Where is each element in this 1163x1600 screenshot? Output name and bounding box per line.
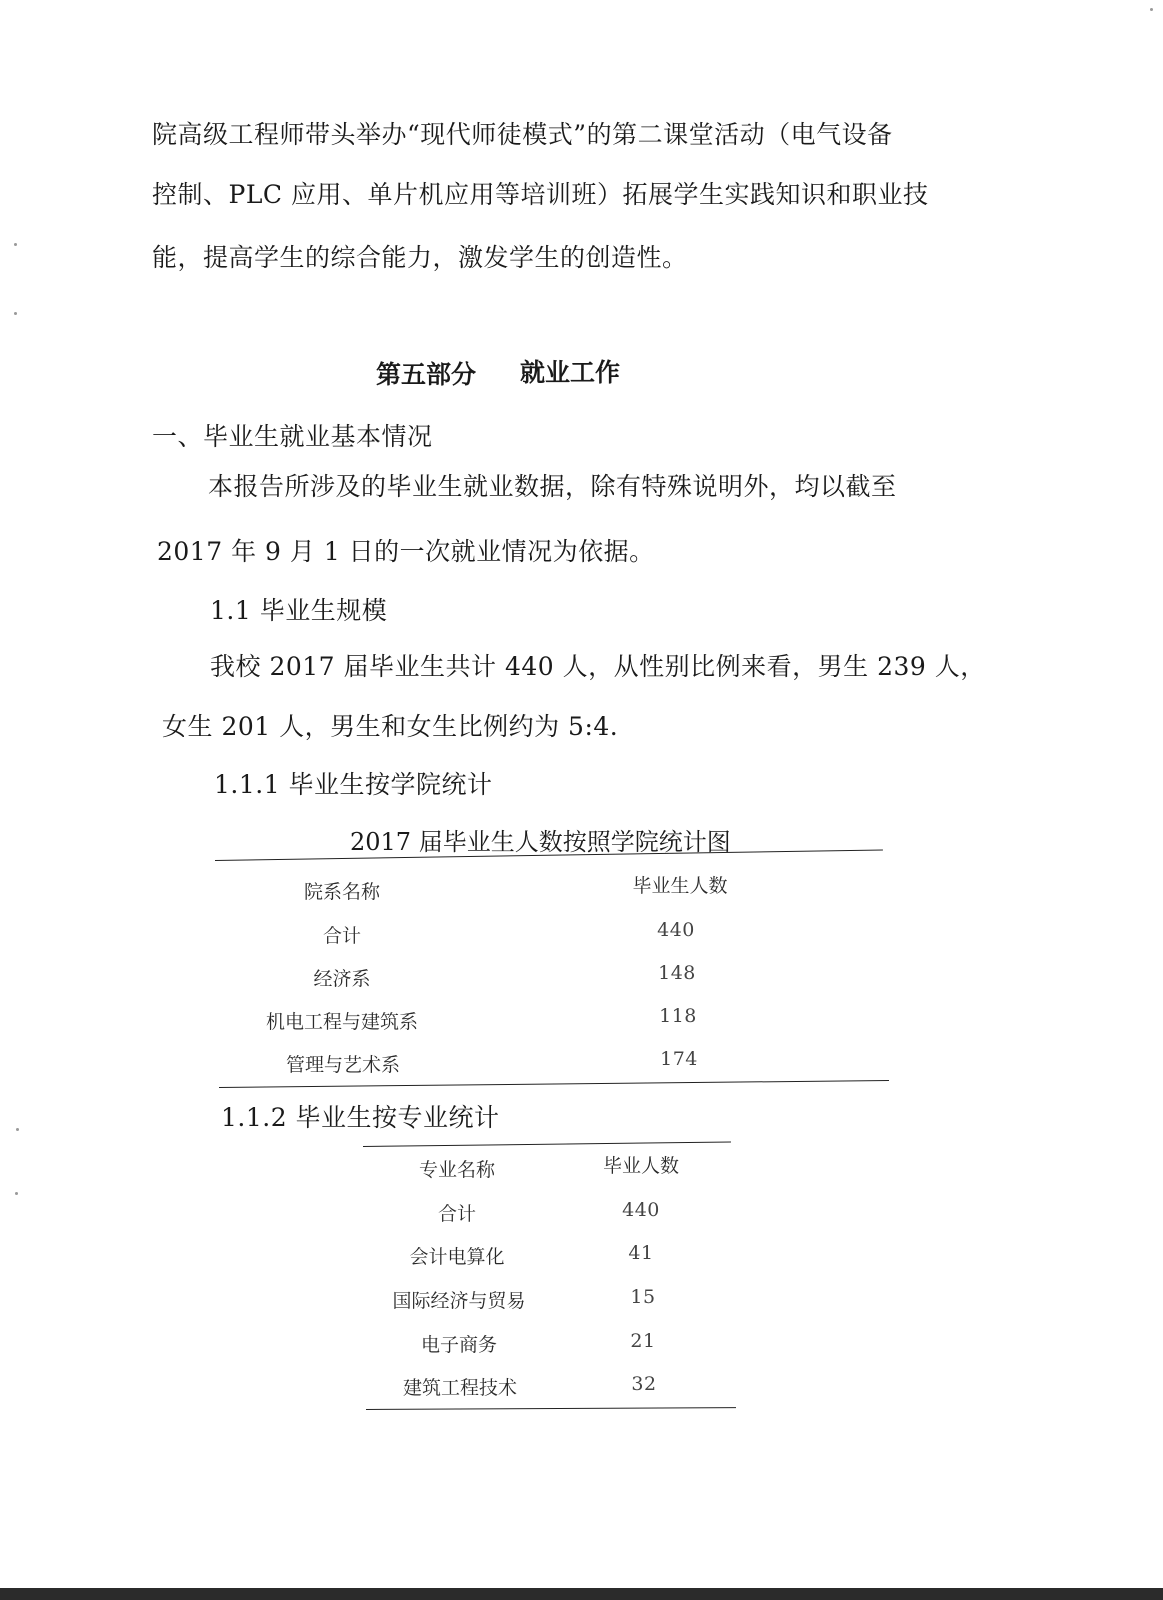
table-major-top-rule (363, 1142, 731, 1147)
table-department-row-name: 合计 (322, 925, 362, 947)
table-major-row-name: 会计电算化 (409, 1246, 505, 1268)
table-department-heading: 1.1.1 毕业生按学院统计 (214, 770, 493, 799)
table-department-row-name: 经济系 (313, 968, 371, 990)
table-major-row-count: 15 (630, 1286, 656, 1308)
scan-speck (14, 243, 17, 246)
table-department-title: 2017 届毕业生人数按照学院统计图 (350, 828, 731, 856)
table-major-row-count: 21 (630, 1330, 656, 1352)
subsection-1-para-line-2: 2017 年 9 月 1 日的一次就业情况为依据。 (157, 537, 655, 566)
scan-speck (1150, 8, 1153, 11)
table-department-row-count: 118 (659, 1005, 697, 1027)
subsection-1-1-heading: 1.1 毕业生规模 (210, 596, 388, 625)
scan-speck (15, 1192, 18, 1195)
subsection-1-1-para-line-1: 我校 2017 届毕业生共计 440 人，从性别比例来看，男生 239 人， (210, 652, 986, 681)
section-part-label: 第五部分 (376, 360, 477, 389)
table-department-bottom-rule (219, 1080, 889, 1088)
table-department-header-name: 院系名称 (303, 881, 381, 903)
table-major-row-name: 国际经济与贸易 (392, 1290, 526, 1312)
table-department-header-count: 毕业生人数 (632, 875, 728, 897)
table-major-bottom-rule (366, 1407, 736, 1410)
table-major-header-count: 毕业人数 (602, 1155, 680, 1177)
subsection-1-heading: 一、毕业生就业基本情况 (152, 422, 433, 451)
table-major-row-count: 41 (628, 1242, 654, 1264)
table-major-heading: 1.1.2 毕业生按专业统计 (221, 1103, 500, 1132)
subsection-1-1-para-line-2: 女生 201 人，男生和女生比例约为 5:4. (162, 712, 619, 741)
table-department-row-count: 440 (657, 919, 695, 941)
table-department-row-count: 148 (658, 962, 696, 984)
table-department-row-name: 管理与艺术系 (285, 1054, 401, 1076)
table-major-row-name: 建筑工程技术 (402, 1377, 518, 1399)
table-major-row-name: 合计 (437, 1203, 477, 1225)
scan-speck (14, 312, 17, 315)
scan-speck (16, 1128, 19, 1131)
table-major-row-name: 电子商务 (420, 1334, 498, 1356)
table-major-header-name: 专业名称 (418, 1159, 496, 1181)
table-department-row-name: 机电工程与建筑系 (265, 1011, 419, 1033)
subsection-1-para-line-1: 本报告所涉及的毕业生就业数据，除有特殊说明外，均以截至 (208, 472, 897, 501)
intro-line-2: 控制、PLC 应用、单片机应用等培训班）拓展学生实践知识和职业技 (152, 180, 929, 209)
table-major-row-count: 440 (622, 1199, 660, 1221)
table-department-row-count: 174 (660, 1048, 698, 1070)
intro-line-3: 能，提高学生的综合能力，激发学生的创造性。 (152, 243, 688, 272)
table-major-row-count: 32 (631, 1373, 657, 1395)
intro-line-1: 院高级工程师带头举办“现代师徒模式”的第二课堂活动（电气设备 (152, 120, 893, 149)
section-part-title: 就业工作 (520, 358, 621, 387)
scan-bottom-edge (0, 1588, 1163, 1600)
